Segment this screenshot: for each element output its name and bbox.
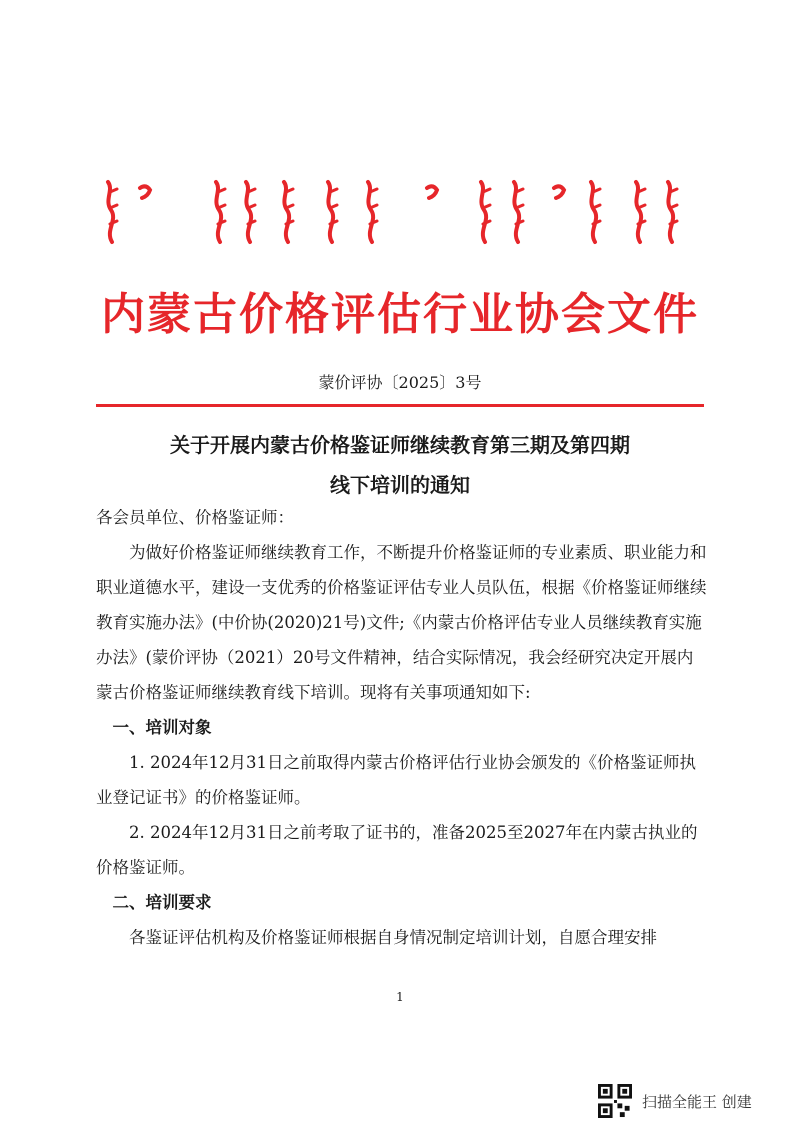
section-1-item-2: 2. 2024年12月31日之前考取了证书的，准备2025至2027年在内蒙古执业的价格鉴证师。 (96, 823, 698, 877)
mongolian-glyph (328, 182, 337, 242)
notice-title (0, 425, 800, 505)
mongolian-script-graphic (96, 178, 696, 248)
section-1-heading: 一、培训对象 (112, 718, 212, 737)
mongolian-glyph (284, 182, 293, 242)
page-number: 1 (396, 990, 404, 1004)
mongolian-glyph (636, 182, 645, 242)
section-1-item-1: 1. 2024年12月31日之前取得内蒙古价格评估行业协会颁发的《价格鉴证师执业登记证书》的价格鉴证师。 (96, 753, 696, 807)
notice-title-line-1: 关于开展内蒙古价格鉴证师继续教育第三期及第四期 (170, 433, 630, 457)
mongolian-glyph (108, 182, 117, 242)
mongolian-glyph (140, 186, 150, 198)
scanner-watermark (598, 1083, 752, 1119)
mongolian-glyph (668, 182, 677, 242)
intro-paragraph: 为做好价格鉴证师继续教育工作，不断提升价格鉴证师的专业素质、职业能力和职业道德水平，建设一支优秀的价格鉴证评估专业人员队伍，根据《价格鉴证师继续教育实施办法》(中价协(2020)21号)文件;《内蒙古价格评估专业人员继续教育实施办法》(蒙价评协（2021）20号文件精神，结合实际情况，我会经研究决定开展内蒙古价格鉴证师继续教育线下培训。现将有关事项通知如下: (96, 543, 707, 702)
mongolian-glyph (246, 182, 255, 242)
scanner-label: 扫描全能王 创建 (642, 1092, 752, 1111)
notice-body (96, 500, 708, 955)
mongolian-glyph (368, 182, 377, 242)
notice-title-line-2: 线下培训的通知 (330, 473, 470, 497)
red-divider-line (96, 404, 704, 407)
section-2-text: 各鉴证评估机构及价格鉴证师根据自身情况制定培训计划，自愿合理安排 (129, 928, 657, 947)
section-2-heading: 二、培训要求 (112, 893, 212, 912)
salutation: 各会员单位、价格鉴证师： (96, 508, 294, 527)
mongolian-glyph (554, 186, 564, 198)
organization-title: 内蒙古价格评估行业协会文件 (101, 289, 699, 340)
mongolian-glyph (216, 182, 225, 242)
document-number: 蒙价评协〔2025〕3号 (318, 373, 482, 392)
mongolian-glyph (481, 182, 490, 242)
mongolian-glyph (514, 182, 523, 242)
mongolian-glyph (591, 182, 600, 242)
mongolian-script-title (96, 178, 696, 248)
mongolian-glyph (427, 186, 437, 198)
qr-code-icon (598, 1084, 632, 1118)
